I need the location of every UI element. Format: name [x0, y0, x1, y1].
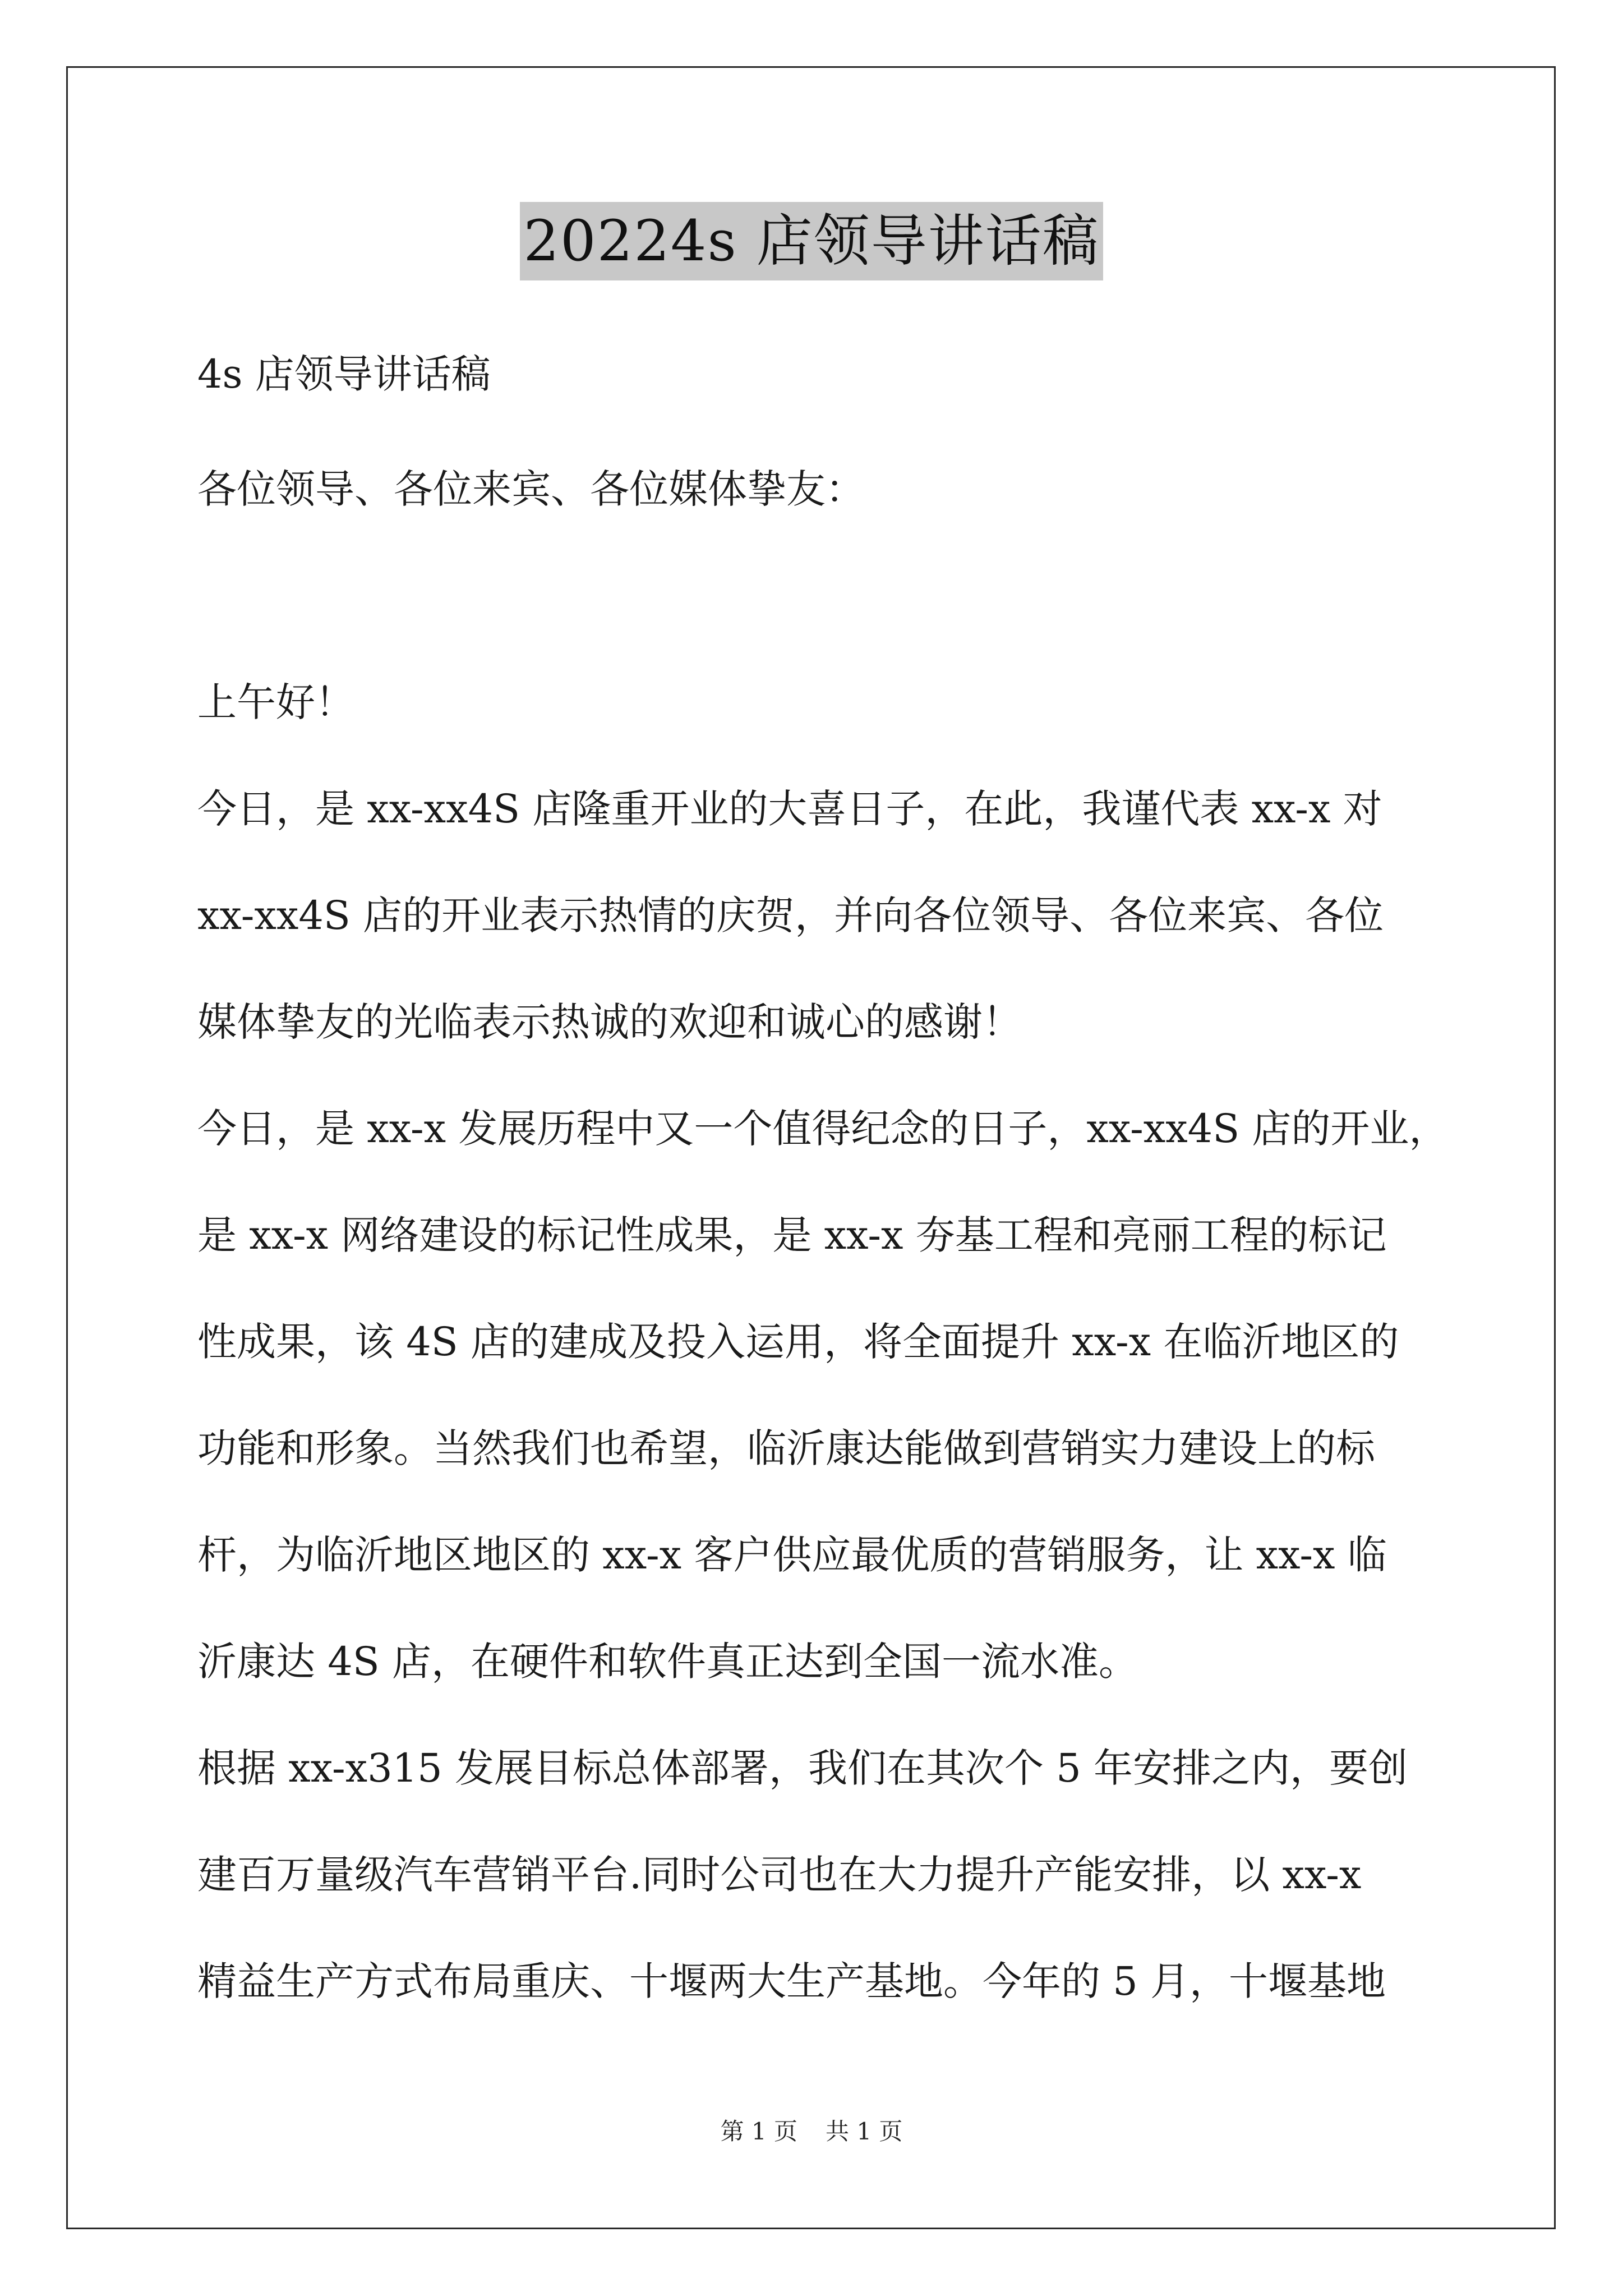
paragraph-line: 沂康达 4S 店，在硬件和软件真正达到全国一流水准。 [197, 1639, 1138, 1685]
paragraph-line: 建百万量级汽车营销平台.同时公司也在大力提升产能安排，以 xx-x [197, 1852, 1362, 1898]
page-number: 第 1 页 [720, 2118, 797, 2145]
paragraph-line: 今日，是 xx-x 发展历程中又一个值得纪念的日子，xx-xx4S 店的开业， [197, 1106, 1449, 1152]
paragraph-line: 根据 xx-x315 发展目标总体部署，我们在其次个 5 年安排之内，要创 [197, 1745, 1408, 1791]
paragraph-line: 今日，是 xx-xx4S 店隆重开业的大喜日子，在此，我谨代表 xx-x 对 [197, 786, 1382, 832]
greeting-line: 上午好！ [197, 679, 354, 725]
paragraph-line: 杆，为临沂地区地区的 xx-x 客户供应最优质的营销服务，让 xx-x 临 [197, 1532, 1387, 1578]
paragraph-line: 性成果，该 4S 店的建成及投入运用，将全面提升 xx-x 在临沂地区的 [197, 1319, 1399, 1365]
paragraph-line: 功能和形象。当然我们也希望，临沂康达能做到营销实力建设上的标 [197, 1425, 1375, 1471]
paragraph-line: xx-xx4S 店的开业表示热情的庆贺，并向各位领导、各位来宾、各位 [197, 892, 1384, 938]
paragraph-line: 精益生产方式布局重庆、十堰两大生产基地。今年的 5 月，十堰基地 [197, 1958, 1386, 2004]
page-total: 共 1 页 [826, 2118, 903, 2145]
document-title: 20224s 店领导讲话稿 [520, 202, 1103, 280]
page-footer [0, 2116, 1623, 2147]
salutation-line: 各位领导、各位来宾、各位媒体挚友： [197, 466, 865, 512]
subtitle-line: 4s 店领导讲话稿 [197, 351, 491, 397]
paragraph-line: 是 xx-x 网络建设的标记性成果，是 xx-x 夯基工程和亮丽工程的标记 [197, 1212, 1387, 1258]
title-container [0, 202, 1623, 280]
paragraph-line: 媒体挚友的光临表示热诚的欢迎和诚心的感谢！ [197, 999, 1022, 1045]
